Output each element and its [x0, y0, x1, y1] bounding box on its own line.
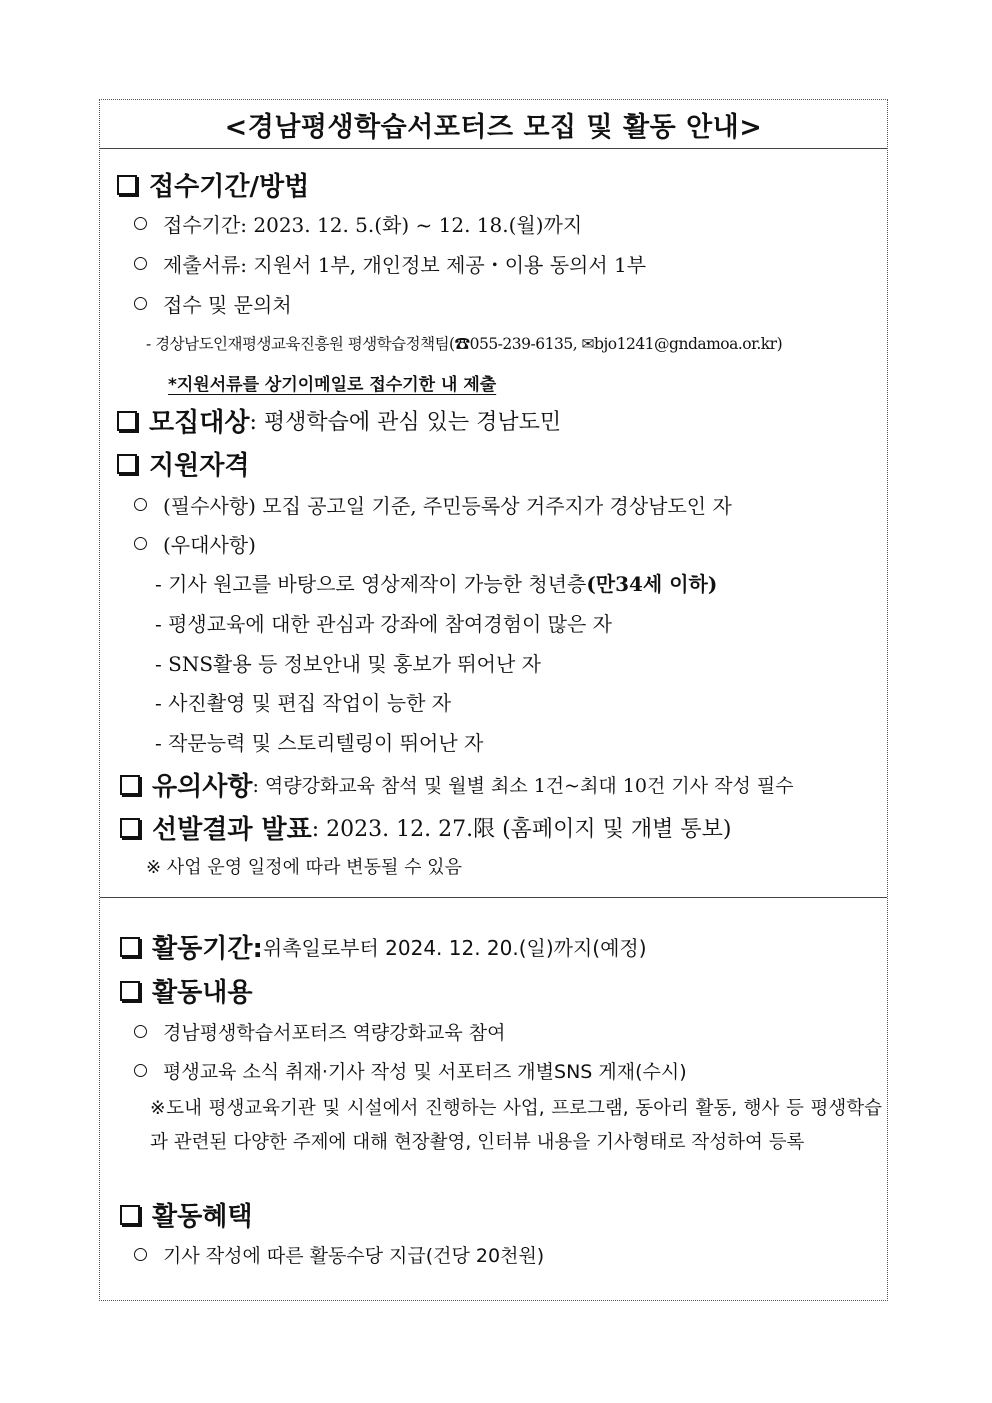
section-heading: 유의사항: [152, 772, 253, 802]
section-activity-content: [120, 972, 252, 1009]
qualification-required: (필수사항) 모집 공고일 기준, 주민등록상 거주지가 경상남도인 자: [134, 490, 732, 519]
checkbox-icon: [117, 454, 137, 474]
reception-contact: 접수 및 문의처: [134, 289, 292, 318]
activity-content-item: 평생교육 소식 취재·기사 작성 및 서포터즈 개별SNS 게재(수시): [134, 1057, 687, 1084]
section-heading: 활동혜택: [152, 1202, 253, 1232]
checkbox-icon: [117, 411, 137, 431]
checkbox-icon: [120, 818, 140, 838]
circle-bullet-icon: [134, 1064, 147, 1077]
activity-content-note: ※도내 평생교육기관 및 시설에서 진행하는 사업, 프로그램, 동아리 활동, 행사 등 평생학습과 관련된 다양한 주제에 대해 현장촬영, 인터뷰 내용을 기사형태로 작성하여 등록: [150, 1098, 882, 1153]
circle-bullet-icon: [134, 257, 147, 270]
preferred-item: - 사진촬영 및 편집 작업이 능한 자: [155, 691, 452, 715]
reception-documents: 제출서류: 지원서 1부, 개인정보 제공・이용 동의서 1부: [134, 249, 646, 278]
checkbox-icon: [120, 1205, 140, 1225]
section-announcement: [120, 809, 732, 846]
circle-bullet-icon: [134, 217, 147, 230]
announcement-note: ※ 사업 운영 일정에 따라 변동될 수 있음: [146, 857, 462, 878]
checkbox-icon: [120, 981, 140, 1001]
circle-bullet-icon: [134, 1248, 147, 1261]
circle-bullet-icon: [134, 537, 147, 550]
preferred-item: - 평생교육에 대한 관심과 강좌에 참여경험이 많은 자: [155, 612, 612, 636]
caution-text: : 역량강화교육 참석 및 월별 최소 1건~최대 10건 기사 작성 필수: [252, 775, 794, 797]
section-qualification: [117, 445, 249, 482]
section-heading: 모집대상: [149, 408, 250, 438]
email-note: *지원서류를 상기이메일로 접수기한 내 제출: [168, 375, 497, 395]
contact-detail: - 경상남도인재평생교육진흥원 평생학습정책팀(☎055-239-6135, ✉bjo1241@gndamoa.or.kr): [146, 335, 783, 353]
benefit-item: 기사 작성에 따른 활동수당 지급(건당 20천원): [134, 1241, 544, 1268]
target-text: : 평생학습에 관심 있는 경남도민: [249, 410, 562, 435]
title-row: [100, 100, 887, 149]
section-heading: 활동기간:: [152, 934, 263, 964]
section-target: [117, 402, 561, 439]
circle-bullet-icon: [134, 297, 147, 310]
section-divider: [100, 897, 887, 898]
section-activity-period: [120, 928, 647, 965]
reception-period: 접수기간: 2023. 12. 5.(화) ~ 12. 18.(월)까지: [134, 209, 582, 238]
circle-bullet-icon: [134, 1025, 147, 1038]
section-benefits: [120, 1196, 252, 1233]
preferred-item: - 기사 원고를 바탕으로 영상제작이 가능한 청년층(만34세 이하): [155, 572, 718, 596]
activity-content-item: 경남평생학습서포터즈 역량강화교육 참여: [134, 1018, 505, 1045]
section-heading: 지원자격: [149, 451, 250, 481]
section-reception: [117, 166, 309, 203]
checkbox-icon: [120, 937, 140, 957]
announcement-text: : 2023. 12. 27.限 (홈페이지 및 개별 통보): [311, 817, 732, 842]
checkbox-icon: [120, 775, 140, 795]
section-caution: [120, 766, 794, 803]
preferred-item: - 작문능력 및 스토리텔링이 뛰어난 자: [155, 731, 484, 755]
notice-box: [99, 99, 888, 1301]
section-heading: 접수기간/방법: [149, 172, 310, 202]
page-title: <경남평생학습서포터즈 모집 및 활동 안내>: [224, 111, 763, 143]
section-heading: 선발결과 발표: [152, 815, 312, 845]
qualification-preferred: (우대사항): [134, 529, 256, 558]
preferred-item: - SNS활용 등 정보안내 및 홍보가 뛰어난 자: [155, 652, 541, 676]
circle-bullet-icon: [134, 498, 147, 511]
section-heading: 활동내용: [152, 978, 253, 1008]
activity-period-text: 위촉일로부터 2024. 12. 20.(일)까지(예정): [262, 936, 647, 960]
checkbox-icon: [117, 175, 137, 195]
